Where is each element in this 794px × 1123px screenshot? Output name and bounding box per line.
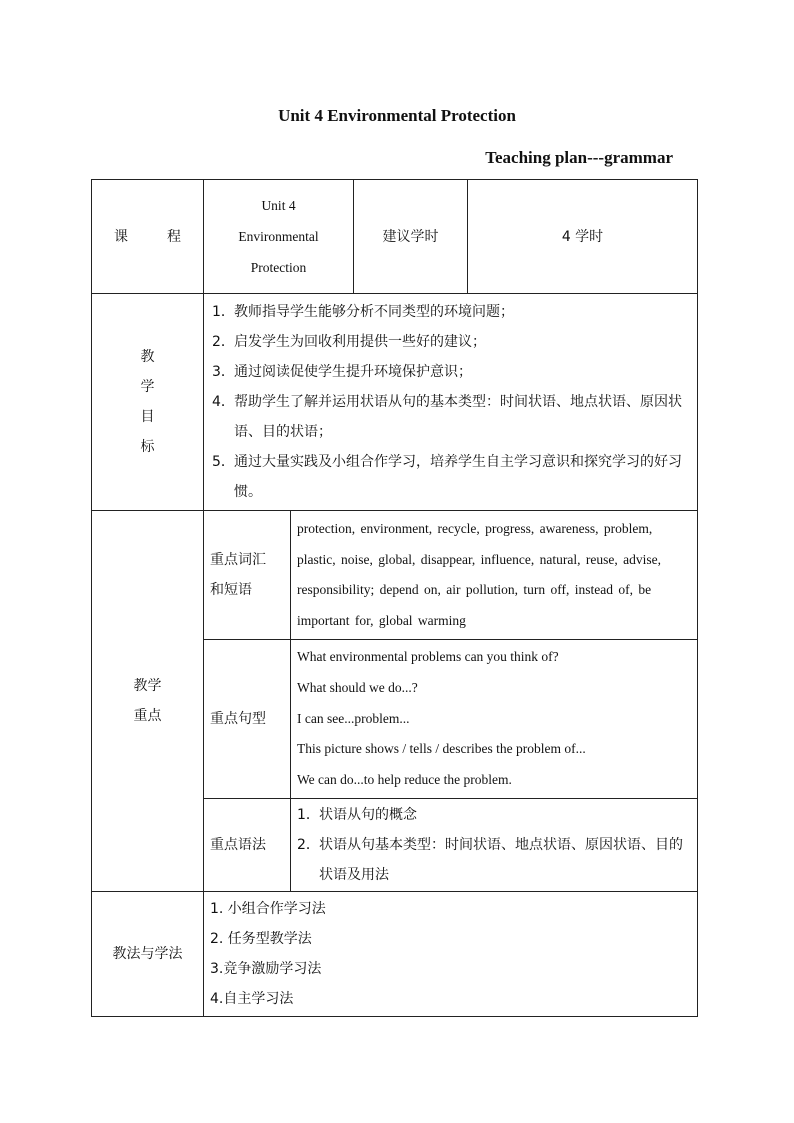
- goals-label-char: 学: [140, 379, 155, 395]
- vocab-label-cell: [204, 511, 291, 640]
- goal-item: [212, 327, 689, 357]
- course-name-line: Environmental: [238, 229, 319, 244]
- vocab-label-line: 和短语: [210, 582, 252, 598]
- goal-number: 4．: [212, 394, 235, 410]
- key-points-label-line: 重点: [133, 707, 162, 724]
- method-item: 4.自主学习法: [210, 990, 294, 1007]
- grammar-item: [297, 830, 691, 890]
- goals-label-char: 目: [140, 409, 155, 425]
- goal-number: 2．: [212, 334, 235, 350]
- goal-number: 1．: [212, 304, 235, 320]
- teaching-plan-table: [91, 179, 698, 1017]
- document-title: Unit 4 Environmental Protection: [278, 106, 516, 125]
- key-points-label-line: 教学: [133, 677, 162, 694]
- method-item: 3.竞争激励学习法: [210, 960, 322, 977]
- vocab-list: protection, environment, recycle, progress, awareness, problem, plastic, noise, global, disappear, influence, natural, reuse, advise, responsibility; depend on, air pollution, turn off, instead of, be important for, global warming: [291, 511, 698, 640]
- sentences-list: [291, 640, 698, 799]
- document-subtitle: Teaching plan---grammar: [485, 148, 673, 167]
- methods-list: [204, 891, 698, 1016]
- grammar-item: [297, 800, 691, 830]
- goal-text: 通过阅读促使学生提升环境保护意识；: [234, 364, 472, 380]
- course-name-cell: [204, 180, 354, 294]
- course-name-line: Unit 4: [261, 198, 296, 213]
- goal-text: 帮助学生了解并运用状语从句的基本类型：时间状语、地点状语、原因状语、目的状语；: [234, 394, 682, 440]
- goal-number: 5．: [212, 454, 235, 470]
- sentence-item: What should we do...?: [297, 679, 418, 695]
- hours-label-cell: 建议学时: [354, 180, 468, 294]
- goal-item: [212, 387, 689, 447]
- sentence-item: What environmental problems can you think of?: [297, 649, 559, 664]
- grammar-number: 2．: [297, 836, 320, 853]
- grammar-list: [291, 798, 698, 891]
- goal-text: 通过大量实践及小组合作学习，培养学生自主学习意识和探究学习的好习惯。: [234, 454, 682, 500]
- sentences-label-cell: 重点句型: [204, 640, 291, 799]
- hours-value-cell: 4 学时: [468, 180, 698, 294]
- goal-text: 启发学生为回收利用提供一些好的建议；: [234, 334, 486, 350]
- grammar-number: 1．: [297, 806, 320, 823]
- goal-item: [212, 357, 689, 387]
- course-label-cell: [92, 180, 204, 294]
- sentence-item: We can do...to help reduce the problem.: [297, 772, 512, 788]
- goal-item: [212, 447, 689, 507]
- sentence-item: This picture shows / tells / describes the problem of...: [297, 741, 586, 757]
- key-points-label-cell: [92, 511, 204, 892]
- grammar-text: 状语从句的概念: [319, 806, 417, 823]
- goals-label-char: 教: [140, 349, 155, 365]
- sentence-item: I can see...problem...: [297, 710, 410, 726]
- methods-label-cell: 教法与学法: [92, 891, 204, 1016]
- goal-item: [212, 297, 689, 327]
- goals-label-cell: [92, 294, 204, 511]
- course-name-line: Protection: [250, 260, 307, 275]
- grammar-text: 状语从句基本类型：时间状语、地点状语、原因状语、目的状语及用法: [319, 836, 683, 883]
- goal-number: 3．: [212, 364, 235, 380]
- grammar-label-cell: 重点语法: [204, 798, 291, 891]
- course-label-a: 课: [114, 228, 129, 245]
- goal-text: 教师指导学生能够分析不同类型的环境问题；: [234, 304, 514, 320]
- vocab-label-line: 重点词汇: [210, 552, 266, 568]
- method-item: 1. 小组合作学习法: [210, 900, 326, 917]
- goals-list: [204, 294, 698, 511]
- course-label-b: 程: [166, 228, 181, 245]
- goals-label-char: 标: [140, 439, 155, 455]
- method-item: 2. 任务型教学法: [210, 930, 312, 947]
